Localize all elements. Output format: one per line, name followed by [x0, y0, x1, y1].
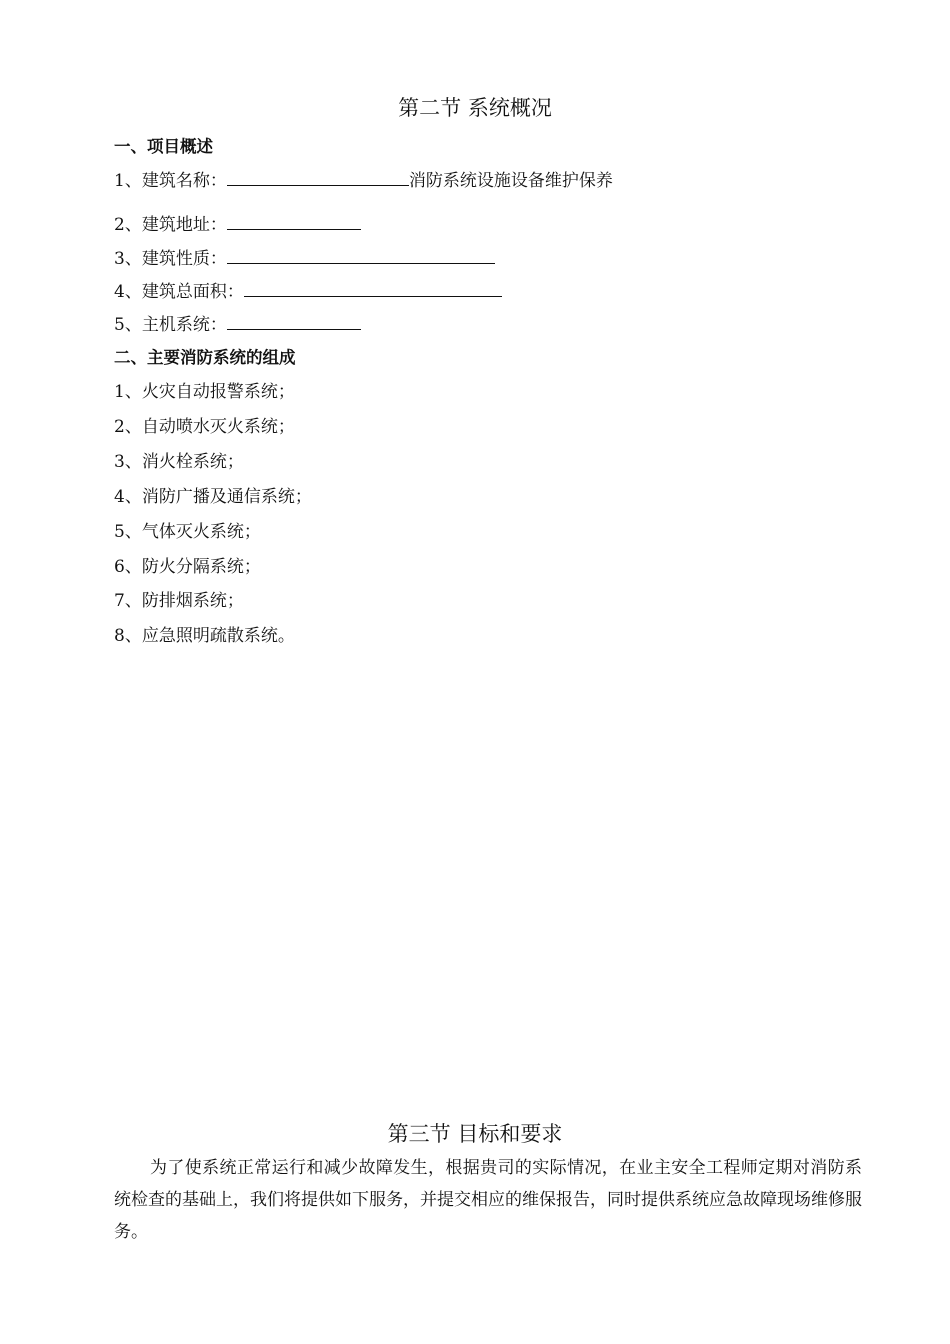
building-name-blank: [227, 168, 409, 186]
building-area-line: [114, 277, 502, 302]
building-area-label: 4、建筑总面积：: [114, 282, 244, 302]
section-2-title: 第二节 系统概况: [398, 96, 552, 120]
host-system-line: [114, 310, 361, 335]
system-list-item: 2、自动喷水灭火系统；: [114, 417, 295, 437]
goals-paragraph: 为了使系统正常运行和减少故障发生，根据贵司的实际情况，在业主安全工程师定期对消防系统检查的基础上，我们将提供如下服务，并提交相应的维保报告，同时提供系统应急故障现场维修服务。: [114, 1158, 862, 1242]
system-list-item: 1、火灾自动报警系统；: [114, 382, 295, 402]
host-system-blank: [227, 312, 361, 330]
system-list-item: 6、防火分隔系统；: [114, 557, 261, 577]
building-nature-blank: [227, 246, 495, 264]
building-nature-line: [114, 244, 495, 269]
system-list-item: 3、消火栓系统；: [114, 452, 244, 472]
building-name-label: 1、建筑名称：: [114, 171, 227, 191]
section-3-title: 第三节 目标和要求: [387, 1122, 563, 1146]
system-list-item: 4、消防广播及通信系统；: [114, 487, 312, 507]
fire-systems-heading: 二、主要消防系统的组成: [114, 348, 296, 367]
building-nature-label: 3、建筑性质：: [114, 249, 227, 269]
building-name-line: [114, 166, 613, 191]
project-overview-heading: 一、项目概述: [114, 137, 213, 156]
host-system-label: 5、主机系统：: [114, 315, 227, 335]
system-list-item: 5、气体灭火系统；: [114, 522, 261, 542]
building-name-suffix: 消防系统设施设备维护保养: [408, 171, 613, 191]
system-list-item: 7、防排烟系统；: [114, 591, 244, 611]
system-list-item: 8、应急照明疏散系统。: [114, 626, 295, 646]
building-address-blank: [227, 212, 361, 230]
building-address-line: [114, 210, 361, 235]
building-address-label: 2、建筑地址：: [114, 215, 227, 235]
building-area-blank: [244, 279, 502, 297]
